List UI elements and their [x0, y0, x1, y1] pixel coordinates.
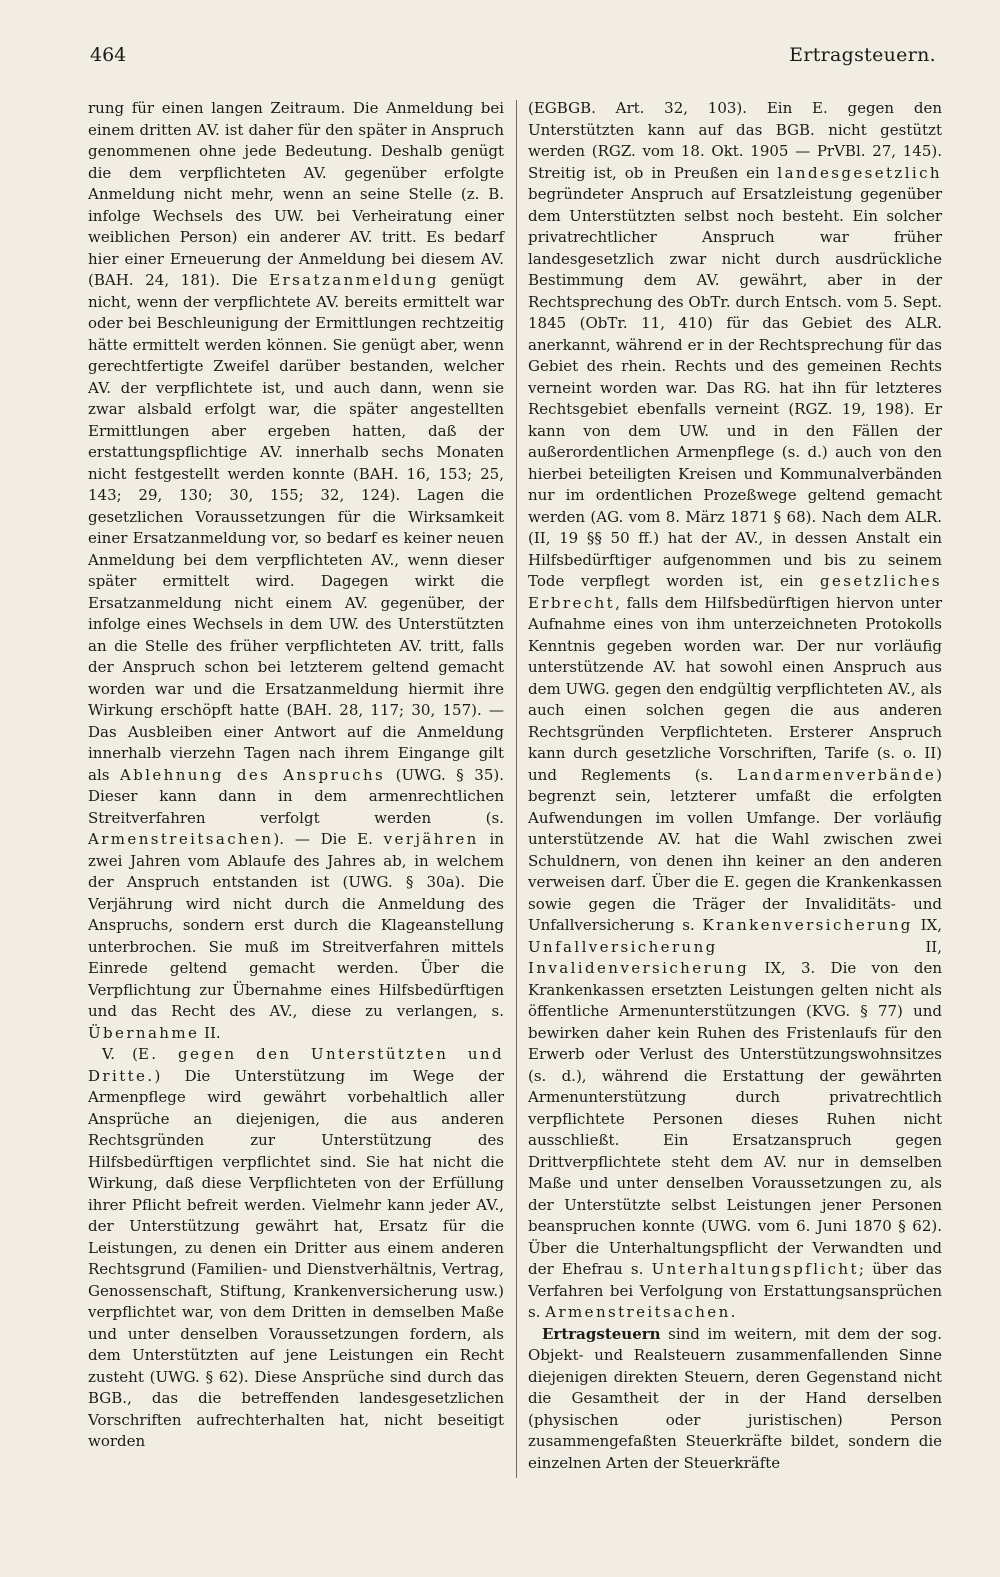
text-run: II,	[717, 937, 942, 956]
crossref-invalidenversicherung: Invalidenversicherung	[528, 959, 750, 977]
text-run: , falls dem Hilfsbedürftigen hiervon unter Aufnahme eines von ihm unterzeichneten Protokolls Kenntnis gegeben worden war. Der nur vorläufig unterstützende AV. hat sowohl einen Anspruch aus dem UWG. gegen den endgültig verpflichteten AV., als auch einen solchen gegen die aus anderen Rechtsgründen Verpflichteten. Ersterer Anspruch kann durch gesetzliche Vorschriften, Tarife (s. o. II) und Reglements (s.	[528, 593, 942, 784]
section-number: V. (	[102, 1045, 138, 1063]
crossref-armenstreitsachen: Armenstreitsachen	[88, 830, 274, 848]
keyword-erbrecht: gesetzliches Erbrecht	[528, 572, 942, 612]
left-column	[88, 98, 504, 1453]
text-run: IX,	[912, 916, 942, 934]
text-run: begründeter Anspruch auf Ersatzleistung gegenüber dem Unterstützten selbst noch besteht. Ein solcher privatrechtlicher Anspruch war früher landesgesetzlich zwar nicht durch ausdrückliche Bestimmung dem AV. gewährt, aber in der Rechtsprechung des ObTr. durch Entsch. vom 5. Sept. 1845 (ObTr. 11, 410) für das Gebiet des ALR. anerkannt, während er in der Rechtsprechung für das Gebiet des rhein. Rechts und des gemeinen Rechts verneint worden war. Das RG. hat ihn für letzteres Rechtsgebiet ebenfalls verneint (RGZ. 19, 198). Er kann von dem UW. und in den Fällen der außerordentlichen Armenpflege (s. d.) auch von den hierbei beteiligten Kreisen und Kommunalverbänden nur im ordentlichen Prozeßwege geltend gemacht werden (AG. vom 8. März 1871 § 68). Nach dem ALR. (II, 19 §§ 50 ff.) hat der AV., in dessen Anstalt ein Hilfsbedürftiger aufgenommen und bis zu seinem Tode verpflegt worden ist, ein	[528, 185, 942, 590]
paragraph-continuation	[528, 98, 942, 1324]
crossref-unfallversicherung: Unfallversicherung	[528, 937, 718, 956]
column-divider	[516, 100, 517, 1478]
right-column	[528, 98, 942, 1474]
keyword-ablehnung: Ablehnung des Anspruchs	[119, 765, 386, 784]
keyword-ersatzanmeldung: Ersatzanmeldung	[269, 271, 439, 289]
paragraph-ersatzanmeldung	[88, 98, 504, 1044]
text-run: genügt nicht, wenn der verpflichtete AV. bereits ermittelt war oder bei Beschleunigung der Ermittlungen rechtzeitig hätte ermittelt werden können. Sie genügt aber, wenn gerechtfertigte Zweifel darüber bestanden, welcher AV. der verpflichtete ist, und auch dann, wenn sie zwar alsbald erfolgt war, die später angestellten Ermittlungen aber ergeben hatten, daß der erstattungspflichtige AV. innerhalb sechs Monaten nicht festgestellt werden konnte (BAH. 16, 153; 25, 143; 29, 130; 30, 155; 32, 124). Lagen die gesetzlichen Voraussetzungen für die Wirksamkeit einer Ersatzanmeldung vor, so bedarf es keiner neuen Anmeldung bei dem verpflichteten AV., wenn dieser später ermittelt wird. Dagegen wirkt die Ersatzanmeldung nicht einem AV. gegenüber, der infolge eines Wechsels in dem UW. des Unterstützten an die Stelle des früher verpflichteten AV. tritt, falls der Anspruch schon bei letzterem geltend gemacht worden war und die Ersatzanmeldung hiermit ihre Wirkung erschöpft hatte (BAH. 28, 117; 30, 157). — Das Ausbleiben einer Antwort auf die Anmeldung innerhalb vierzehn Tagen nach ihrem Eingange gilt als	[88, 271, 505, 784]
crossref-armenstreitsachen: Armenstreitsachen	[545, 1303, 731, 1321]
keyword-verjaehren: verjähren	[383, 830, 479, 848]
text-run: rung für einen langen Zeitraum. Die Anmeldung bei einem dritten AV. ist daher für den später in Anspruch genommenen ohne jede Bedeutung. Deshalb genügt die dem verpflichteten AV. gegenüber erfolgte Anmeldung nicht mehr, wenn an seine Stelle (z. B. infolge Wechsels des UW. bei Verheiratung einer weiblichen Person) ein anderer AV. tritt. Es bedarf hier einer Erneuerung der Anmeldung bei diesem AV. (BAH. 24, 181). Die	[88, 99, 504, 289]
keyword-landesgesetzlich: landesgesetzlich	[777, 163, 942, 182]
text-run: (EGBGB. Art. 32, 103). Ein E. gegen den Unterstützten kann auf das BGB. nicht gestützt werden (RGZ. vom 18. Okt. 1905 — PrVBl. 27, 145). Streitig ist, ob in Preußen ein	[528, 99, 942, 182]
page-number: 464	[90, 44, 127, 66]
text-run: ) Die Unterstützung im Wege der Armenpflege wird gewährt vorbehaltlich aller Ansprüche an diejenigen, die aus anderen Rechtsgründen zur Unterstützung des Hilfsbedürftigen verpflichtet sind. Sie hat nicht die Wirkung, daß diese Verpflichteten von der Erfüllung ihrer Pflicht befreit werden. Vielmehr kann jeder AV., der Unterstützung gewährt hat, Ersatz für die Leistungen, zu denen ein Dritter aus einem anderen Rechtsgrund (Familien- und Dienstverhältnis, Vertrag, Genossenschaft, Stiftung, Krankenversicherung usw.) verpflichtet war, von dem Dritten in demselben Maße und unter denselben Voraussetzungen fordern, als dem Unterstützten auf jene Leistungen ein Recht zusteht (UWG. § 62). Diese Ansprüche sind durch das BGB., das die betreffenden landesgesetzlichen Vorschriften aufrechterhalten hat, nicht beseitigt worden	[88, 1066, 504, 1450]
text-run: in zwei Jahren vom Ablaufe des Jahres ab, in welchem der Anspruch entstanden ist (UWG. § 30a). Die Verjährung wird nicht durch die Anmeldung des Anspruchs, sondern erst durch die Klageanstellung unterbrochen. Sie muß im Streitverfahren mittels Einrede geltend gemacht werden. Über die Verpflichtung zur Übernahme eines Hilfsbedürftigen und das Recht des AV., diese zu verlangen, s.	[88, 830, 504, 1020]
crossref-unterhaltungspflicht: Unterhaltungspflicht	[651, 1260, 859, 1278]
crossref-landarmenverbaende: Landarmenverbände	[737, 765, 937, 784]
entry-headword: Ertragsteuern	[542, 1324, 661, 1343]
text-run: ) begrenzt sein, letzterer umfaßt die erfolgten Aufwendungen im vollen Umfange. Der vorläufig unterstützende AV. hat die Wahl zwischen zwei Schuldnern, von denen ihn keiner an den anderen verweisen darf. Über die E. gegen die Krankenkassen sowie gegen die Träger der Invaliditäts- und Unfallversicherung s.	[528, 765, 942, 934]
text-run: IX, 3. Die von den Krankenkassen ersetzten Leistungen gelten nicht als öffentliche Armenunterstützungen (KVG. § 77) und bewirken daher kein Ruhen des Fristenlaufs für den Erwerb oder Verlust des Unterstützungswohnsitzes (s. d.), während die Erstattung der gewährten Armenunterstützung durch privatrechtlich verpflichtete Personen dieses Ruhen nicht ausschließt. Ein Ersatzanspruch gegen Drittverpflichtete steht dem AV. nur in demselben Maße und unter denselben Voraussetzungen zu, als der Unterstützte selbst Leistungen jener Personen beanspruchen konnte (UWG. vom 6. Juni 1870 § 62). Über die Unterhaltungspflicht der Verwandten und der Ehefrau s.	[528, 959, 942, 1278]
text-run: ). — Die E.	[273, 830, 384, 848]
text-run: II.	[199, 1023, 221, 1042]
running-title: Ertragsteuern.	[789, 44, 936, 66]
crossref-uebernahme: Übernahme	[88, 1023, 200, 1042]
page-header	[88, 44, 938, 78]
text-run: ; über das Verfahren bei Verfolgung von Erstattungsansprüchen s.	[528, 1260, 942, 1321]
text-run: sind im weitern, mit dem der sog. Objekt- und Realsteuern zusammenfallenden Sinne diejenigen direkten Steuern, deren Gegenstand nicht die Gesamtheit der in der Hand derselben (physischen oder juristischen) Person zusammengefaßten Steuerkräfte bildet, sondern die einzelnen Arten der Steuerkräfte	[528, 1324, 942, 1472]
paragraph-section-v	[88, 1044, 504, 1453]
entry-ertragsteuern	[528, 1324, 942, 1475]
text-run: (UWG. § 35). Dieser kann dann in dem armenrechtlichen Streitverfahren verfolgt werden (s.	[88, 765, 505, 827]
section-heading: E. gegen den Unterstützten und Dritte.	[88, 1045, 504, 1085]
text-run: .	[730, 1303, 736, 1321]
crossref-krankenversicherung: Krankenversicherung	[702, 916, 913, 934]
